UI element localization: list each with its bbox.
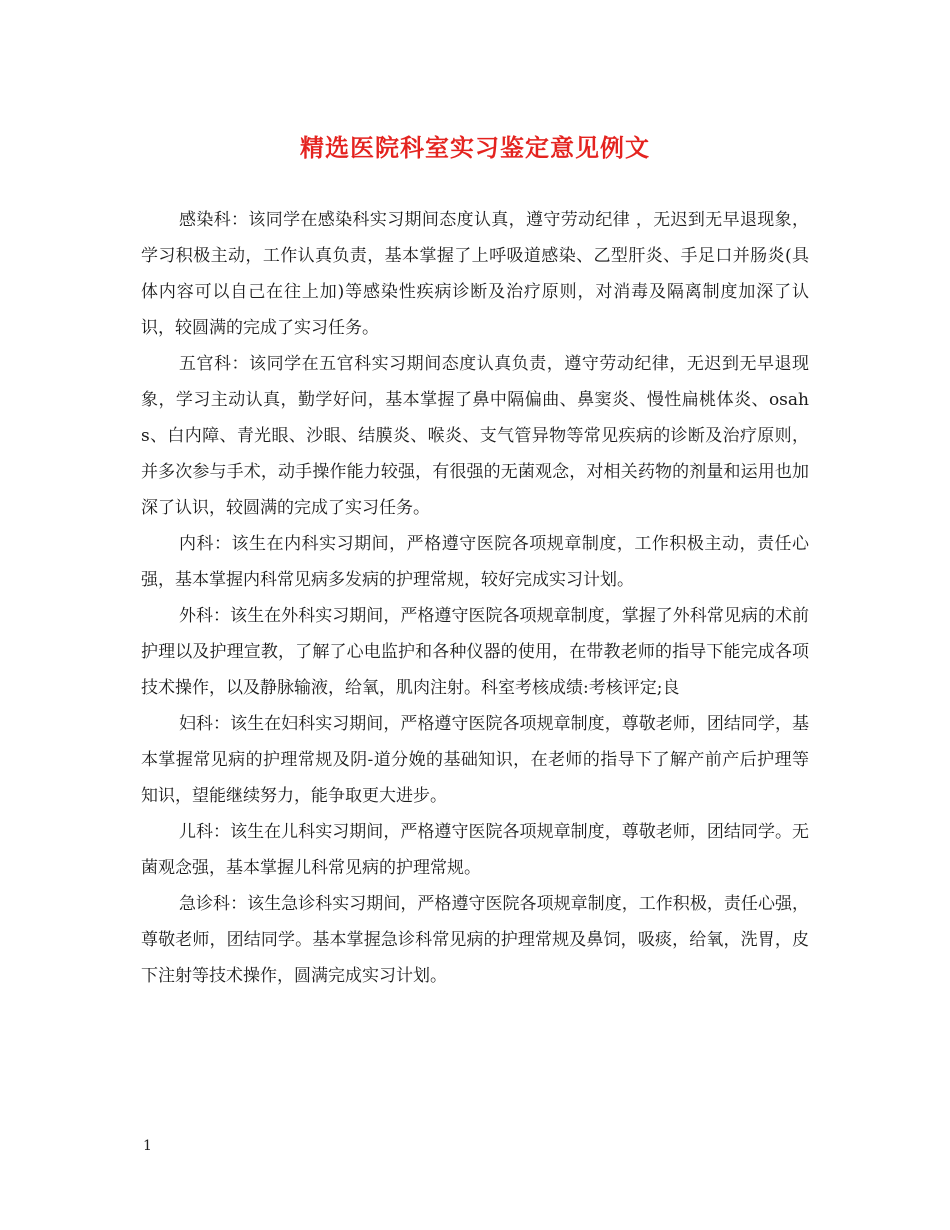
paragraph-surgery-dept: 外科：该生在外科实习期间，严格遵守医院各项规章制度，掌握了外科常见病的术前护理以及护理宣教，了解了心电监护和各种仪器的使用，在带教老师的指导下能完成各项技术操作，以及静脉输液，给氧，肌肉注射。科室考核成绩:考核评定;良: [141, 606, 809, 698]
paragraph-gynecology-dept: 妇科：该生在妇科实习期间，严格遵守医院各项规章制度，尊敬老师，团结同学，基本掌握常见病的护理常规及阴-道分娩的基础知识，在老师的指导下了解产前产后护理等知识，望能继续努力，能争取更大进步。: [141, 714, 809, 806]
paragraph-pediatrics-dept: 儿科：该生在儿科实习期间，严格遵守医院各项规章制度，尊敬老师，团结同学。无菌观念强，基本掌握儿科常见病的护理常规。: [141, 822, 809, 878]
paragraph-emergency-dept: 急诊科：该生急诊科实习期间，严格遵守医院各项规章制度，工作积极，责任心强，尊敬老师，团结同学。基本掌握急诊科常见病的护理常规及鼻饲，吸痰，给氧，洗胃，皮下注射等技术操作，圆满完成实习计划。: [141, 894, 809, 986]
document-body: [141, 202, 809, 994]
document-title: 精选医院科室实习鉴定意见例文: [300, 133, 650, 162]
paragraph-internal-medicine: 内科：该生在内科实习期间，严格遵守医院各项规章制度，工作积极主动，责任心强，基本掌握内科常见病多发病的护理常规，较好完成实习计划。: [141, 534, 809, 590]
paragraph-infectious-dept: 感染科：该同学在感染科实习期间态度认真，遵守劳动纪律 ，无迟到无早退现象，学习积极主动，工作认真负责，基本掌握了上呼吸道感染、乙型肝炎、手足口并肠炎(具体内容可以自己在往上加)等感染性疾病诊断及治疗原则，对消毒及隔离制度加深了认识，较圆满的完成了实习任务。: [141, 210, 809, 338]
page-number: 1: [143, 1138, 152, 1154]
paragraph-ent-dept: 五官科：该同学在五官科实习期间态度认真负责，遵守劳动纪律，无迟到无早退现象，学习主动认真，勤学好问，基本掌握了鼻中隔偏曲、鼻窦炎、慢性扁桃体炎、osahs、白内障、青光眼、沙眼、结膜炎、喉炎、支气管异物等常见疾病的诊断及治疗原则，并多次参与手术，动手操作能力较强，有很强的无菌观念，对相关药物的剂量和运用也加深了认识，较圆满的完成了实习任务。: [141, 354, 809, 518]
